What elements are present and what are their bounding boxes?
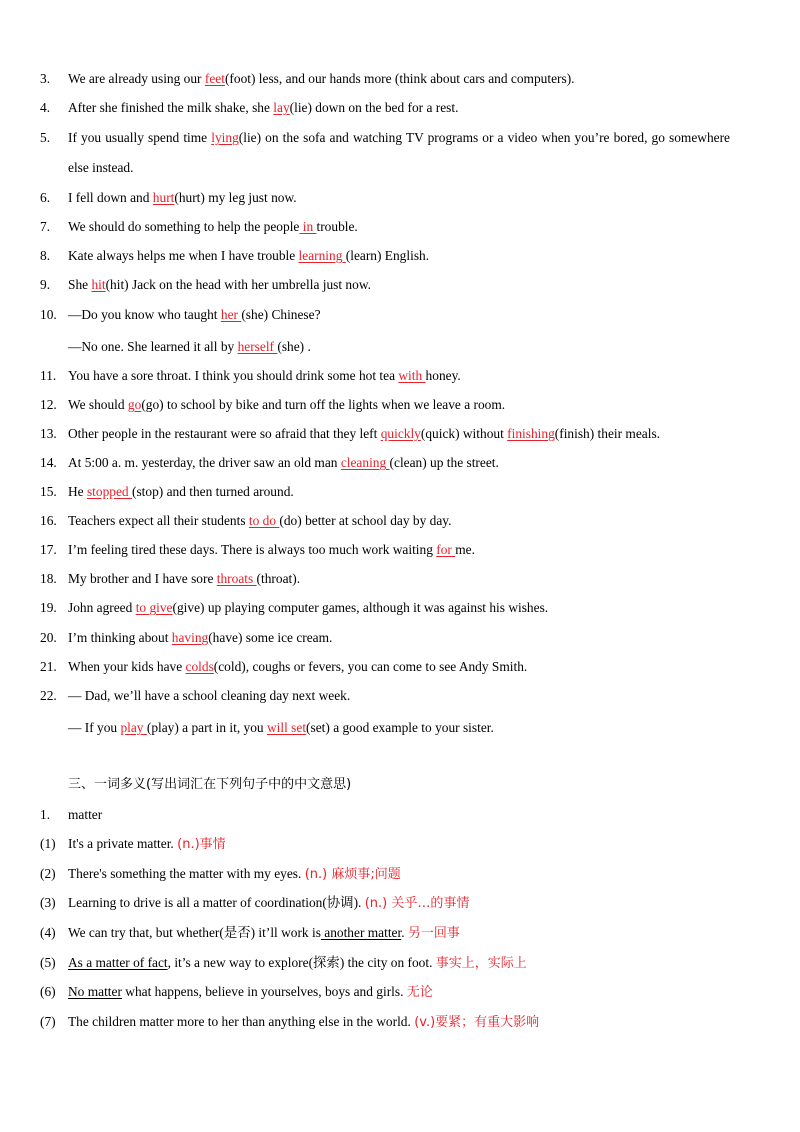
item-number: (6) — [40, 984, 56, 999]
question-text: I’m thinking about — [68, 630, 172, 645]
question-text: (lie) on the sofa and watching TV programs or a video when you’re bored, go somewhere else instead. — [68, 130, 730, 175]
question-text: There's something the matter with my eyes. — [68, 866, 305, 881]
question-text: — If you — [68, 720, 121, 735]
question-text: If you usually spend time — [68, 130, 212, 145]
item-number: 1. — [40, 807, 51, 822]
item-number: 6. — [40, 190, 51, 205]
item-text — [68, 570, 300, 588]
answer-text: lying — [211, 130, 239, 145]
question-text: —No one. She learned it all by — [68, 339, 238, 354]
underlined-phrase: another matter — [320, 925, 402, 940]
item-number: 11. — [40, 368, 57, 383]
question-text: (do) better at school day by day. — [279, 513, 452, 528]
chinese-meaning: (v.)要紧；有重大影响 — [414, 1015, 540, 1030]
question-text: Learning to drive is all a matter of coordination(协调). — [68, 895, 365, 910]
answer-text: play — [120, 720, 147, 735]
question-text: (lie) down on the bed for a rest. — [289, 100, 459, 115]
vocab-word: matter — [68, 807, 103, 822]
question-text: She — [68, 277, 92, 292]
question-text: Kate always helps me when I have trouble — [68, 248, 299, 263]
item-number: 7. — [40, 219, 51, 234]
item-number: 8. — [40, 248, 51, 263]
item-text — [68, 454, 499, 472]
item-text — [68, 983, 433, 1002]
question-text: My brother and I have sore — [68, 571, 217, 586]
item-number: 3. — [40, 71, 51, 86]
item-number: 20. — [40, 630, 57, 645]
item-text — [68, 924, 460, 943]
item-text — [68, 719, 494, 737]
item-number: 5. — [40, 130, 51, 145]
chinese-meaning: 另一回事 — [407, 926, 460, 941]
question-text: At 5:00 a. m. yesterday, the driver saw an old man — [68, 455, 341, 470]
item-text — [68, 338, 311, 356]
item-text — [68, 70, 575, 88]
item-number: (2) — [40, 866, 56, 881]
answer-text: to give — [135, 600, 173, 615]
item-text — [68, 367, 461, 385]
item-number: 13. — [40, 426, 57, 441]
item-number: 14. — [40, 455, 57, 470]
item-text — [68, 629, 332, 647]
answer-text: finishing — [507, 426, 555, 441]
underlined-phrase: No matter — [68, 984, 122, 999]
question-text: me. — [455, 542, 475, 557]
question-text: (learn) English. — [345, 248, 430, 263]
question-text: He — [68, 484, 87, 499]
item-number: (5) — [40, 955, 56, 970]
answer-text: throats — [216, 571, 257, 586]
item-text — [68, 687, 350, 705]
item-number: 22. — [40, 688, 57, 703]
answer-text: with — [398, 368, 426, 383]
answer-text: quickly — [380, 426, 421, 441]
chinese-meaning: (n.) 关乎…的事情 — [364, 896, 470, 911]
item-text — [68, 1013, 539, 1032]
answer-text: hit — [91, 277, 106, 292]
item-text — [68, 99, 458, 117]
item-number: 17. — [40, 542, 57, 557]
answer-text: cleaning — [340, 455, 390, 470]
item-text — [68, 954, 527, 973]
question-text: We should do something to help the people — [68, 219, 300, 234]
item-text — [68, 835, 226, 854]
question-text: (throat). — [256, 571, 301, 586]
question-text: Teachers expect all their students — [68, 513, 249, 528]
answer-text: herself — [237, 339, 278, 354]
item-number: 12. — [40, 397, 57, 412]
item-text — [68, 276, 371, 294]
question-text: trouble. — [316, 219, 358, 234]
question-text: (have) some ice cream. — [208, 630, 333, 645]
chinese-meaning: 无论 — [406, 985, 433, 1000]
question-text: John agreed — [68, 600, 136, 615]
question-text: Other people in the restaurant were so afraid that they left — [68, 426, 381, 441]
question-text: —Do you know who taught — [68, 307, 221, 322]
answer-text: stopped — [86, 484, 132, 499]
item-number: (3) — [40, 895, 56, 910]
question-text: (quick) without — [420, 426, 508, 441]
question-text: You have a sore throat. I think you should drink some hot tea — [68, 368, 399, 383]
item-number: (4) — [40, 925, 56, 940]
answer-text: her — [220, 307, 242, 322]
answer-text: colds — [185, 659, 214, 674]
question-text: what happens, believe in yourselves, boys and girls. — [121, 984, 407, 999]
question-text: . — [401, 925, 408, 940]
item-text — [68, 483, 294, 501]
answer-text: to do — [248, 513, 280, 528]
item-number: 19. — [40, 600, 57, 615]
question-text: I’m feeling tired these days. There is always too much work waiting — [68, 542, 437, 557]
question-text: After she finished the milk shake, she — [68, 100, 274, 115]
question-text: The children matter more to her than anything else in the world. — [68, 1014, 415, 1029]
answer-text: hurt — [152, 190, 175, 205]
chinese-meaning: 事实上，实际上 — [435, 956, 527, 971]
answer-text: will set — [266, 720, 307, 735]
chinese-meaning: (n.) 麻烦事;问题 — [304, 867, 401, 882]
answer-text: lay — [273, 100, 290, 115]
question-text: , it’s a new way to explore(探索) the city on foot. — [167, 955, 436, 970]
answer-text: feet — [204, 71, 225, 86]
item-text — [68, 396, 505, 414]
chinese-meaning: (n.)事情 — [177, 837, 226, 852]
item-text — [68, 894, 469, 913]
question-text: We can try that, but whether(是否) it’ll work is — [68, 925, 321, 940]
item-text — [68, 512, 451, 530]
answer-text: go — [127, 397, 142, 412]
answer-text: for — [436, 542, 456, 557]
question-text: (play) a part in it, you — [146, 720, 267, 735]
item-text — [68, 658, 527, 676]
item-text — [68, 123, 730, 183]
item-number: 21. — [40, 659, 57, 674]
item-number: 9. — [40, 277, 51, 292]
question-text: (go) to school by bike and turn off the lights when we leave a room. — [141, 397, 506, 412]
item-number: 4. — [40, 100, 51, 115]
question-text: (clean) up the street. — [389, 455, 499, 470]
item-number: 18. — [40, 571, 57, 586]
question-text: We are already using our — [68, 71, 205, 86]
item-text — [68, 865, 401, 884]
item-text — [68, 306, 321, 324]
question-text: (give) up playing computer games, although it was against his wishes. — [172, 600, 549, 615]
question-text: It's a private matter. — [68, 836, 178, 851]
item-number: (7) — [40, 1014, 56, 1029]
question-text: (finish) their meals. — [554, 426, 661, 441]
answer-text: learning — [298, 248, 346, 263]
underlined-phrase: As a matter of fact — [68, 955, 168, 970]
item-number: 10. — [40, 307, 57, 322]
item-number: 16. — [40, 513, 57, 528]
question-text: — Dad, we’ll have a school cleaning day next week. — [68, 688, 351, 703]
item-text — [68, 599, 548, 617]
question-text: (hit) Jack on the head with her umbrella just now. — [105, 277, 371, 292]
item-text — [68, 189, 297, 207]
question-text: We should — [68, 397, 128, 412]
question-text: When your kids have — [68, 659, 186, 674]
question-text: honey. — [425, 368, 461, 383]
question-text: I fell down and — [68, 190, 153, 205]
question-text: (cold), coughs or fevers, you can come to see Andy Smith. — [213, 659, 528, 674]
question-text: (she) Chinese? — [241, 307, 321, 322]
question-text: (she) . — [277, 339, 311, 354]
section-heading-text: 三、一词多义(写出词汇在下列句子中的中文意思) — [68, 777, 352, 792]
item-text — [68, 218, 358, 236]
item-number: (1) — [40, 836, 56, 851]
item-text — [68, 247, 429, 265]
item-text — [68, 541, 475, 559]
item-text — [68, 425, 660, 443]
answer-text: in — [299, 219, 317, 234]
question-text: (foot) less, and our hands more (think about cars and computers). — [224, 71, 575, 86]
answer-text: having — [171, 630, 209, 645]
question-text: (stop) and then turned around. — [131, 484, 294, 499]
item-number: 15. — [40, 484, 57, 499]
question-text: (set) a good example to your sister. — [306, 720, 494, 735]
question-text: (hurt) my leg just now. — [174, 190, 297, 205]
